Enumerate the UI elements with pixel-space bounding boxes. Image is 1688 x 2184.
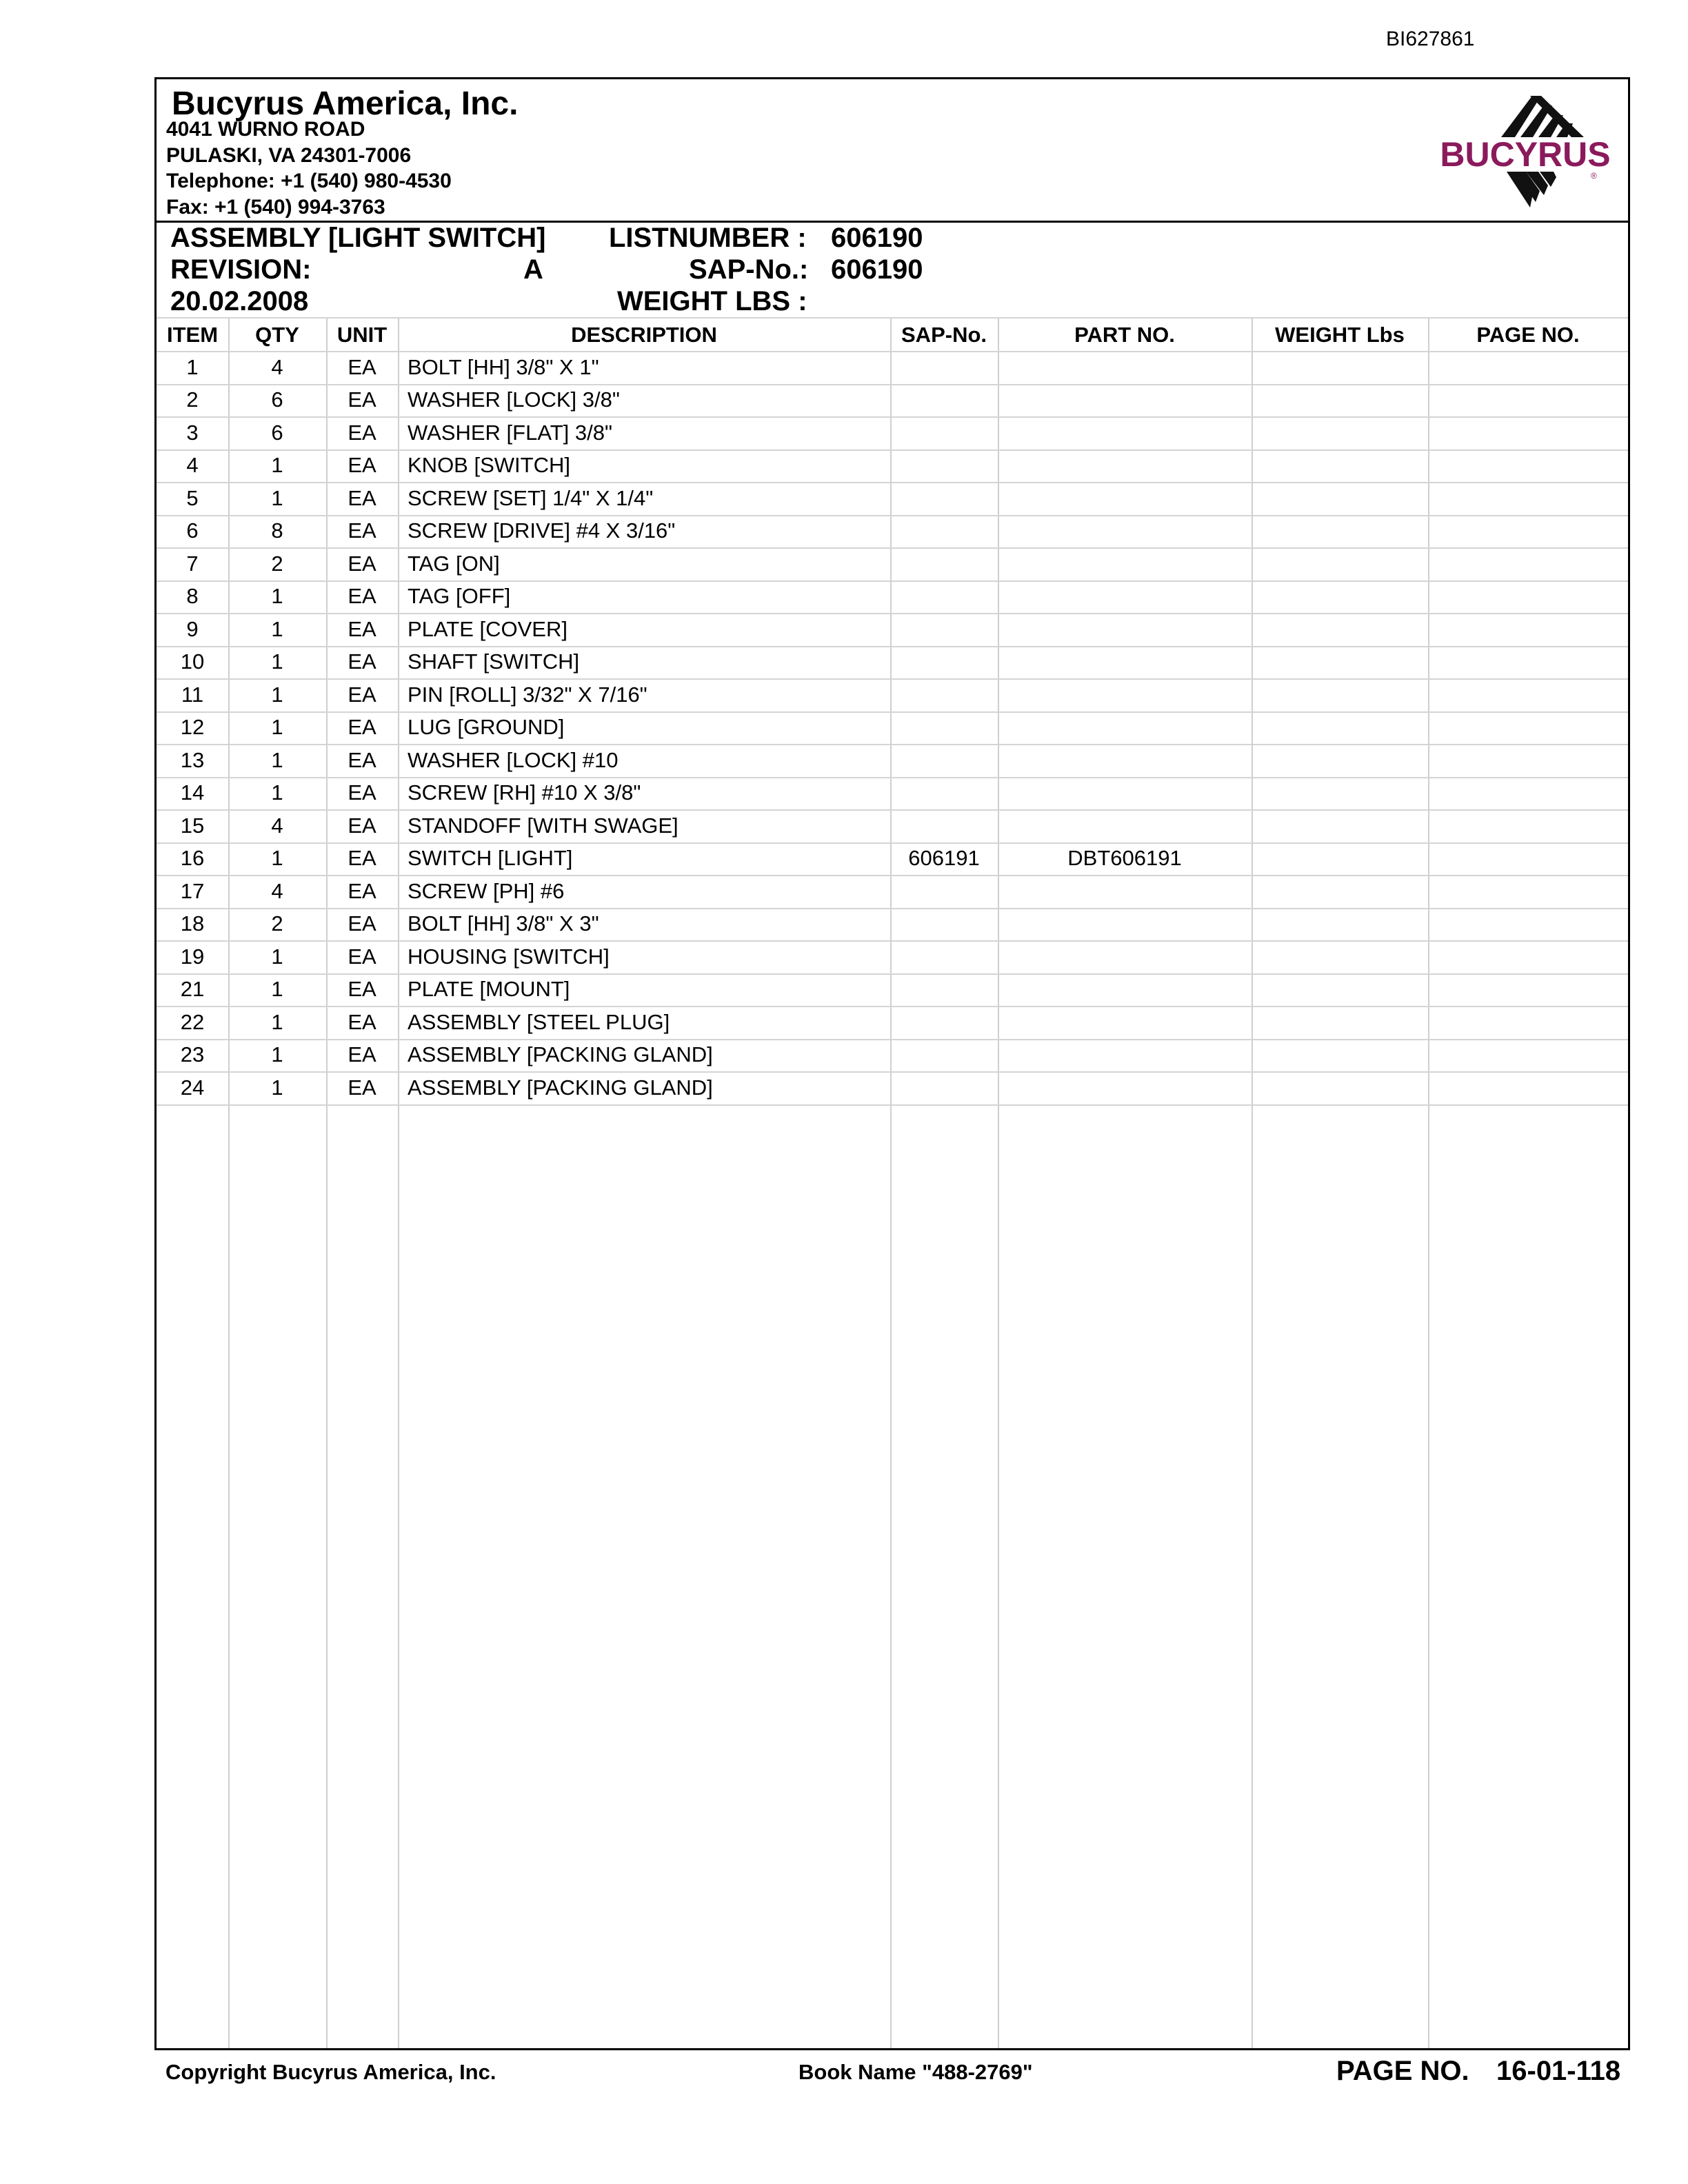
table-cell xyxy=(1428,875,1628,907)
table-cell: EA xyxy=(348,682,376,707)
table-cell: 2 xyxy=(271,551,283,576)
table-cell: 6 xyxy=(271,387,283,412)
table-cell: 1 xyxy=(271,944,283,969)
table-cell xyxy=(998,777,1252,809)
table-cell: BOLT [HH] 3/8" X 3" xyxy=(408,911,599,936)
table-cell: SWITCH [LIGHT] xyxy=(408,846,573,870)
table-cell: 4 xyxy=(186,453,199,477)
header-row-rule xyxy=(157,317,1628,318)
table-cell xyxy=(998,613,1252,645)
table-cell: 24 xyxy=(180,1075,205,1100)
table-cell: EA xyxy=(348,584,376,608)
table-cell xyxy=(998,711,1252,744)
table-cell xyxy=(998,580,1252,613)
table-cell: SCREW [DRIVE] #4 X 3/16" xyxy=(408,518,676,543)
table-cell: 1 xyxy=(271,977,283,1001)
revision-label: REVISION: xyxy=(170,254,312,285)
table-cell xyxy=(998,678,1252,711)
table-cell: 21 xyxy=(180,977,205,1001)
table-cell xyxy=(1252,973,1428,1006)
assembly-title: ASSEMBLY [LIGHT SWITCH] xyxy=(170,223,546,253)
table-cell: 8 xyxy=(271,518,283,543)
table-cell: EA xyxy=(348,977,376,1001)
table-cell xyxy=(1252,449,1428,482)
sap-number-label: SAP-No.: xyxy=(689,254,809,285)
table-cell xyxy=(998,973,1252,1006)
table-cell: 4 xyxy=(271,878,283,903)
table-cell xyxy=(1252,1039,1428,1071)
table-cell: HOUSING [SWITCH] xyxy=(408,944,610,969)
table-cell xyxy=(890,646,998,678)
table-bottom-rule xyxy=(157,1104,1628,1106)
table-cell xyxy=(890,384,998,416)
column-header: WEIGHT Lbs xyxy=(1275,323,1405,347)
page-number-value: 16-01-118 xyxy=(1496,2056,1621,2086)
address-line-1: 4041 WURNO ROAD xyxy=(166,118,365,141)
table-cell: TAG [ON] xyxy=(408,551,500,576)
table-cell xyxy=(890,482,998,514)
table-cell xyxy=(998,1039,1252,1071)
table-cell: 1 xyxy=(271,616,283,641)
table-cell: 11 xyxy=(181,682,204,707)
column-header: DESCRIPTION xyxy=(571,323,717,347)
column-header: SAP-No. xyxy=(901,323,987,347)
table-cell xyxy=(1428,449,1628,482)
table-cell: 1 xyxy=(271,1009,283,1034)
table-cell: 6 xyxy=(271,420,283,445)
table-cell: 2 xyxy=(186,387,199,412)
column-header: UNIT xyxy=(336,323,388,347)
table-cell xyxy=(1252,547,1428,580)
table-cell xyxy=(998,1006,1252,1038)
table-cell: DBT606191 xyxy=(1067,846,1182,870)
table-cell xyxy=(1252,416,1428,449)
table-cell: 1 xyxy=(271,649,283,674)
document-date: 20.02.2008 xyxy=(170,286,309,316)
table-cell xyxy=(1252,482,1428,514)
table-cell: TAG [OFF] xyxy=(408,584,511,608)
table-cell xyxy=(890,1006,998,1038)
table-cell: EA xyxy=(348,1042,376,1066)
table-cell xyxy=(1428,809,1628,842)
table-cell xyxy=(1252,908,1428,940)
table-cell xyxy=(1428,777,1628,809)
bucyrus-logo xyxy=(1425,90,1625,221)
table-cell xyxy=(890,940,998,973)
revision-value: A xyxy=(523,254,543,285)
table-cell: EA xyxy=(348,616,376,641)
table-cell: 1 xyxy=(186,354,199,379)
table-cell xyxy=(890,908,998,940)
table-cell xyxy=(1252,646,1428,678)
table-cell xyxy=(998,809,1252,842)
table-cell: EA xyxy=(348,551,376,576)
table-cell xyxy=(998,482,1252,514)
table-cell: 3 xyxy=(186,420,199,445)
table-cell: KNOB [SWITCH] xyxy=(408,453,570,477)
document-id: BI627861 xyxy=(1386,28,1475,50)
table-cell xyxy=(1428,1006,1628,1038)
table-cell xyxy=(890,351,998,383)
table-cell: EA xyxy=(348,485,376,510)
table-cell: 1 xyxy=(271,780,283,805)
table-cell xyxy=(890,678,998,711)
svg-text:®: ® xyxy=(1591,171,1597,181)
table-cell: STANDOFF [WITH SWAGE] xyxy=(408,813,679,838)
table-cell xyxy=(1428,1039,1628,1071)
table-cell: 606191 xyxy=(908,846,980,870)
table-cell xyxy=(890,973,998,1006)
table-cell: SHAFT [SWITCH] xyxy=(408,649,580,674)
table-cell: EA xyxy=(348,354,376,379)
table-cell xyxy=(1428,646,1628,678)
table-cell xyxy=(998,908,1252,940)
telephone: Telephone: +1 (540) 980-4530 xyxy=(166,170,452,192)
table-cell: 17 xyxy=(180,878,205,903)
table-cell xyxy=(1252,351,1428,383)
table-cell xyxy=(1252,777,1428,809)
table-cell xyxy=(1428,547,1628,580)
table-cell: BOLT [HH] 3/8" X 1" xyxy=(408,354,599,379)
table-cell: 22 xyxy=(180,1009,205,1034)
table-cell xyxy=(890,875,998,907)
table-cell xyxy=(1252,940,1428,973)
table-cell xyxy=(1252,744,1428,776)
table-cell: PIN [ROLL] 3/32" X 7/16" xyxy=(408,682,647,707)
sap-number-value: 606190 xyxy=(831,254,923,285)
fax: Fax: +1 (540) 994-3763 xyxy=(166,196,385,219)
table-cell: 15 xyxy=(180,813,205,838)
table-cell: 18 xyxy=(180,911,205,936)
listnumber-label: LISTNUMBER : xyxy=(609,223,807,253)
table-cell: 4 xyxy=(271,813,283,838)
table-cell: EA xyxy=(348,846,376,870)
table-cell xyxy=(890,416,998,449)
table-cell: EA xyxy=(348,780,376,805)
table-cell xyxy=(998,416,1252,449)
table-cell: 1 xyxy=(271,485,283,510)
table-cell: 9 xyxy=(186,616,199,641)
table-cell: SCREW [RH] #10 X 3/8" xyxy=(408,780,641,805)
table-cell: ASSEMBLY [STEEL PLUG] xyxy=(408,1009,670,1034)
table-cell xyxy=(890,580,998,613)
table-cell: EA xyxy=(348,715,376,739)
table-cell xyxy=(890,711,998,744)
table-cell: EA xyxy=(348,649,376,674)
table-cell: EA xyxy=(348,420,376,445)
table-cell: WASHER [FLAT] 3/8" xyxy=(408,420,612,445)
table-cell xyxy=(1428,908,1628,940)
table-cell: PLATE [COVER] xyxy=(408,616,567,641)
table-cell xyxy=(890,1039,998,1071)
table-cell xyxy=(998,875,1252,907)
table-cell xyxy=(998,384,1252,416)
table-cell: SCREW [PH] #6 xyxy=(408,878,565,903)
table-cell: 1 xyxy=(271,1042,283,1066)
table-cell: EA xyxy=(348,518,376,543)
table-cell xyxy=(1428,842,1628,875)
table-cell: 10 xyxy=(180,649,205,674)
table-cell xyxy=(1252,613,1428,645)
table-cell: LUG [GROUND] xyxy=(408,715,565,739)
table-cell xyxy=(890,449,998,482)
table-cell: 1 xyxy=(271,1075,283,1100)
table-cell xyxy=(1428,973,1628,1006)
table-cell xyxy=(890,744,998,776)
table-cell xyxy=(1252,842,1428,875)
table-cell: SCREW [SET] 1/4" X 1/4" xyxy=(408,485,654,510)
table-cell xyxy=(1428,744,1628,776)
table-cell: EA xyxy=(348,911,376,936)
column-header: PART NO. xyxy=(1074,323,1175,347)
table-cell: 14 xyxy=(180,780,205,805)
table-cell xyxy=(1252,515,1428,547)
table-cell: 5 xyxy=(186,485,199,510)
column-header: PAGE NO. xyxy=(1476,323,1580,347)
table-cell: 2 xyxy=(271,911,283,936)
table-cell xyxy=(1428,416,1628,449)
table-cell: 1 xyxy=(271,715,283,739)
table-cell xyxy=(1252,1006,1428,1038)
company-name: Bucyrus America, Inc. xyxy=(172,85,519,122)
table-cell xyxy=(998,646,1252,678)
table-cell: EA xyxy=(348,387,376,412)
table-cell xyxy=(890,1071,998,1104)
table-cell xyxy=(998,515,1252,547)
page-number-label: PAGE NO. xyxy=(1336,2056,1469,2086)
table-cell xyxy=(998,547,1252,580)
table-cell xyxy=(998,744,1252,776)
table-cell: WASHER [LOCK] 3/8" xyxy=(408,387,620,412)
table-cell: 1 xyxy=(271,584,283,608)
table-cell: 8 xyxy=(186,584,199,608)
logo-wordmark: BUCYRUS xyxy=(1440,135,1611,174)
table-cell xyxy=(1252,384,1428,416)
column-header: ITEM xyxy=(166,323,219,347)
table-cell: 4 xyxy=(271,354,283,379)
table-cell xyxy=(890,547,998,580)
table-cell xyxy=(1428,940,1628,973)
table-cell: ASSEMBLY [PACKING GLAND] xyxy=(408,1075,713,1100)
table-cell: EA xyxy=(348,453,376,477)
address-line-2: PULASKI, VA 24301-7006 xyxy=(166,144,412,167)
table-cell: 6 xyxy=(186,518,199,543)
table-cell xyxy=(890,613,998,645)
table-cell: 16 xyxy=(180,846,205,870)
weight-label: WEIGHT LBS : xyxy=(617,286,807,316)
table-cell: 23 xyxy=(180,1042,205,1066)
table-cell: 1 xyxy=(271,682,283,707)
table-cell xyxy=(1428,711,1628,744)
table-cell: WASHER [LOCK] #10 xyxy=(408,747,619,772)
table-cell xyxy=(998,449,1252,482)
table-cell xyxy=(1252,1071,1428,1104)
copyright-notice: Copyright Bucyrus America, Inc. xyxy=(165,2060,496,2084)
table-cell xyxy=(1428,482,1628,514)
table-cell: 13 xyxy=(180,747,205,772)
table-cell xyxy=(1252,711,1428,744)
table-cell: EA xyxy=(348,1009,376,1034)
table-cell: EA xyxy=(348,747,376,772)
table-cell xyxy=(1428,351,1628,383)
table-cell: EA xyxy=(348,944,376,969)
book-name: Book Name "488-2769" xyxy=(798,2060,1033,2084)
table-cell xyxy=(1252,809,1428,842)
table-cell xyxy=(998,940,1252,973)
table-cell xyxy=(890,777,998,809)
table-cell: 1 xyxy=(271,846,283,870)
table-cell xyxy=(1428,613,1628,645)
table-cell: EA xyxy=(348,878,376,903)
table-cell xyxy=(1428,580,1628,613)
parts-list-frame xyxy=(154,77,1630,2050)
table-cell: ASSEMBLY [PACKING GLAND] xyxy=(408,1042,713,1066)
table-cell xyxy=(1428,384,1628,416)
table-cell: 1 xyxy=(271,453,283,477)
table-cell xyxy=(1252,580,1428,613)
table-cell: EA xyxy=(348,1075,376,1100)
table-cell xyxy=(1252,678,1428,711)
table-cell xyxy=(890,515,998,547)
table-cell xyxy=(1428,515,1628,547)
table-cell: 12 xyxy=(180,715,205,739)
table-cell xyxy=(998,1071,1252,1104)
table-cell xyxy=(1252,875,1428,907)
table-cell: PLATE [MOUNT] xyxy=(408,977,570,1001)
table-cell: 7 xyxy=(186,551,199,576)
table-cell: 1 xyxy=(271,747,283,772)
column-header: QTY xyxy=(255,323,299,347)
table-cell: 19 xyxy=(180,944,205,969)
table-cell xyxy=(1428,1071,1628,1104)
table-cell xyxy=(890,809,998,842)
listnumber-value: 606190 xyxy=(831,223,923,253)
table-cell xyxy=(1428,678,1628,711)
table-cell: EA xyxy=(348,813,376,838)
table-cell xyxy=(998,351,1252,383)
